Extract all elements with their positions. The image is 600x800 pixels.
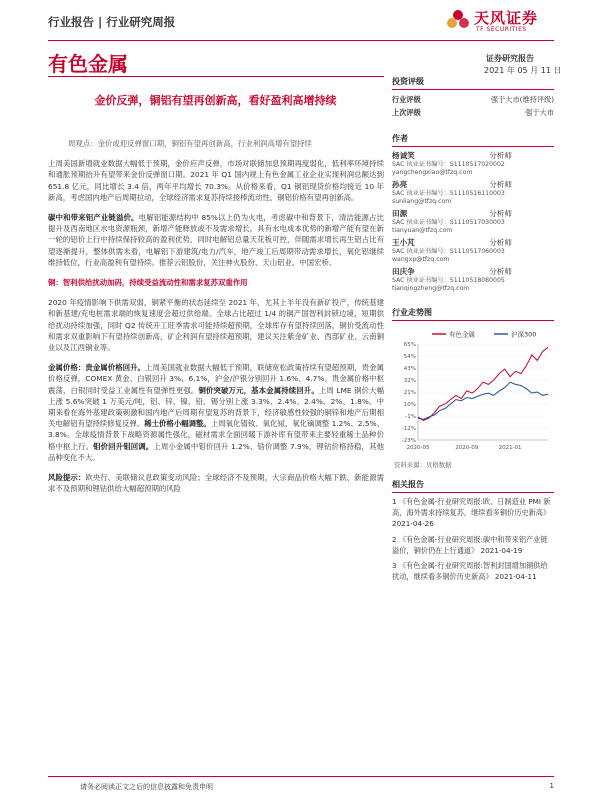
author-name: 杨诚笑 [392, 151, 415, 160]
header-rule [48, 40, 554, 41]
prices-a: 上周美国就业数据大幅低于预期，联储宽松政策持续有望超预期，贵金属价格反弹，COMEX 黄金、白银回升 3%、6.1%，沪金/沪银分别回升 1.6%、4.7%。贵金属价格中枢震荡，白银同时受益工业属性有望弹性更强。 [48, 363, 384, 395]
section-copper-body: 2020 年疫情影响下供需双弱，铜紧平衡的状态延续至 2021 年，尤其上半年没有新矿投产，传统基建和新基建/充电桩需求端的恢复速度会超过供给端。全球占比超过 1/4 的铜产国智利封锁边境，短期供给扰动持续加强，同时 Q2 传统开工旺季需求可能持续超预期，全球库存有望持续回落，铜价受流动性和需求双重影响下有望持续创新高，矿企利润有望持续超预期，建议关注紫金矿业、西部矿业、云南铜业以及江西铜业等。 [48, 298, 384, 353]
related-item[interactable]: 3 《有色金属-行业研究周报:智利封国增加铜供给扰动，继续看多铜价历史新高》 2021-04-11 [392, 561, 548, 582]
prices-d: 稀土价格小幅调整。 [144, 419, 211, 429]
section-copper-title: 铜：智利供给扰动加码，持续受益流动性和需求复苏双重作用 [48, 278, 248, 288]
x-tick-label: 2020-09 [455, 445, 479, 451]
author-item [392, 179, 554, 206]
y-tick-label: 43% [403, 366, 416, 372]
author-sac: SAC 执业证书编号：S1110517020002 [392, 161, 505, 168]
y-tick-label: 32% [403, 378, 416, 384]
paragraph-2-head: 碳中和带来铝产业链溢价。 [48, 213, 139, 223]
x-tick-label: 2021-01 [498, 445, 522, 451]
series-line [418, 382, 548, 419]
y-tick-label: 21% [403, 390, 416, 396]
related-item[interactable]: 2 《有色金属-行业研究周报:碳中和带来铝产业链溢价，铜价仍在上行通道》 2021-04-19 [392, 534, 548, 555]
logo [446, 4, 566, 38]
author-item [392, 208, 554, 235]
page-title: 有色金属 [48, 52, 128, 76]
breadcrumb: 行业报告 | 行业研究周报 [48, 15, 176, 29]
author-name: 孙亮 [392, 180, 408, 189]
report-type: 证券研究报告 [486, 54, 534, 63]
last-rating-label: 上次评级 [392, 107, 421, 117]
chart-title: 行业走势图 [392, 307, 554, 321]
author-item [392, 237, 554, 264]
last-rating-row [392, 106, 554, 119]
author-sac: SAC 执业证书编号：S1110517060003 [392, 248, 505, 255]
author-role: 分析师 [489, 151, 512, 160]
prices-c: 上周 LME 铜价大幅上涨 5.6%突破 1 万美元/吨，铝、锌、镍、铅、锡分别上涨 3.3%、2.4%、2.4%、2%、1.8%。中期来看在海外基建政策刺激和国内地产后周期有望复苏的背景下，经济敏感性较强的铜锌和地产后期相关电解铝有望持续修复反弹。 [48, 385, 384, 429]
rating-value: 强于大市(维持评级) [490, 94, 554, 104]
author-email[interactable]: yangchengxiao@tfzq.com [392, 169, 473, 176]
y-tick-label: 65% [403, 342, 416, 348]
last-rating-value: 强于大市 [525, 107, 554, 117]
author-list [392, 150, 554, 293]
prices-head: 金属价格：贵金属价格回升。 [48, 363, 146, 373]
author-role: 分析师 [489, 267, 512, 276]
y-tick-label: 10% [403, 402, 416, 408]
author-email[interactable]: wangxp@tfzq.com [392, 256, 450, 263]
y-tick-label: -1% [405, 414, 416, 420]
related-title: 相关报告 [392, 479, 554, 493]
author-role: 分析师 [489, 209, 512, 218]
page-number: 1 [549, 782, 554, 790]
paragraph-1: 上周美国新增就业数据大幅低于预期，金价应声反弹，市场对联储加息预期再度弱化，低利率环境持续和通胀预期抬升有望带来金价反弹窗口期。2021 年 Q1 国内规上有色金属工业企业实现利润总额达到 651.8 亿元，同比增长 3.4 倍，两年平均增长 70.3%。从价格来看，Q1 铜铝现货价格均接近 10 年新高，考虑国内地产后周期拉动，全球经济需求复苏持续接棒流动性，铜铝价格有望再创新高。 [48, 159, 384, 202]
authors-title: 作者 [392, 133, 554, 147]
author-item [392, 150, 554, 177]
rating-label: 行业评级 [392, 94, 421, 104]
y-tick-label: -12% [401, 426, 416, 432]
headline: 金价反弹，铜铝有望再创新高，看好盈利高增持续 [94, 94, 337, 107]
author-email[interactable]: tianqingzheng@tfzq.com [392, 285, 470, 292]
author-sac: SAC 执业证书编号：S1110518080005 [392, 277, 505, 284]
footer-disclaimer: 请务必阅读正文之后的信息披露和免责申明 [80, 783, 213, 791]
paragraph-2-body: 电解铝能源结构中 85%以上仍为火电，考虑碳中和背景下，清洁能源占比提升及西南地区水电资源瓶颈，新增产能释放或不及需求增长，具有水电成本优势的新增产能有望在新一轮的铝价上行中持续保持较高的盈利优势，同时电解铝总量天花板可控，伴随需求增长再生铝占比有望逐渐提升，整体供需未看，电解铝下游建筑/电力/汽车，地产竣工后周期带动需求增长，氧化铝继续维持低位，行业高盈利有望持续。推荐云铝股份，关注神火股份、天山铝业、中国宏桥。 [48, 213, 384, 267]
author-role: 分析师 [489, 238, 512, 247]
logo-flower-icon [446, 8, 470, 32]
logo-name: 天风证券 [474, 9, 539, 27]
risk-head: 风险提示： [48, 473, 86, 483]
points-summary: 周观点：金价或迎反弹窗口期，铜铝有望再创新高，行业利润高增有望持续 [68, 139, 312, 148]
risk-body: 欧央行、美联储议息政策变动风险；全球经济不及预期，大宗商品价格大幅下跌、新能源需求不及预期和锂钴供给大幅超预期的风险 [48, 473, 384, 494]
report-date: 2021 年 05 月 11 日 [484, 66, 562, 75]
section-prices [48, 362, 384, 463]
prices-e: 上周氧化镨钕、氧化铽、氧化镝调整 1.2%、2.5%、3.8%。全球疫情背景下战略资源属性强化，磁材需求全面回暖下游补库有望带来主要轻重稀土品种价格中枢上行。 [48, 419, 384, 451]
related-list [392, 496, 554, 582]
author-sac: SAC 执业证书编号：S1110516110003 [392, 190, 505, 197]
related-item[interactable]: 1 《有色金属-行业研究周报:欧、日制造业 PMI 新高，海外需求持续复苏，继续看多铜价历史新高》 2021-04-26 [392, 497, 551, 529]
main-body [48, 138, 384, 503]
series-line [418, 347, 548, 420]
sidebar [392, 76, 554, 582]
risk-warning [48, 472, 384, 494]
author-name: 田庆争 [392, 267, 415, 276]
author-item [392, 266, 554, 293]
y-tick-label: 54% [403, 354, 416, 360]
author-sac: SAC 执业证书编号：S1110517030003 [392, 219, 505, 226]
prices-b: 铜价突破万元，基本金属持续回升。 [198, 385, 319, 395]
legend-label: 沪深300 [511, 330, 537, 339]
rating-title: 投资评级 [392, 76, 554, 90]
prices-f: 钼价回升钼回调。 [93, 441, 154, 451]
author-email[interactable]: tianyuan@tfzq.com [392, 227, 453, 234]
prices-g: 上周小金属中钼价回升 1.2%、锆价调整 7.9%，锂钴价格持稳，其他品种变化不大。 [48, 441, 384, 462]
x-tick-label: 2020-05 [406, 445, 430, 451]
title-rule [48, 76, 384, 77]
footer-rule [48, 776, 554, 777]
trend-chart [392, 328, 554, 456]
paragraph-2 [48, 212, 384, 268]
legend-label: 有色金属 [449, 330, 475, 339]
rating-row [392, 93, 554, 106]
author-name: 田源 [392, 209, 408, 218]
author-name: 王小芃 [392, 238, 415, 247]
chart-source: 资料来源：贝格数据 [394, 461, 452, 469]
author-email[interactable]: sunliang@tfzq.com [392, 198, 452, 205]
y-tick-label: -23% [401, 438, 416, 444]
author-role: 分析师 [489, 180, 512, 189]
logo-sub: TF SECURITIES [476, 26, 527, 33]
